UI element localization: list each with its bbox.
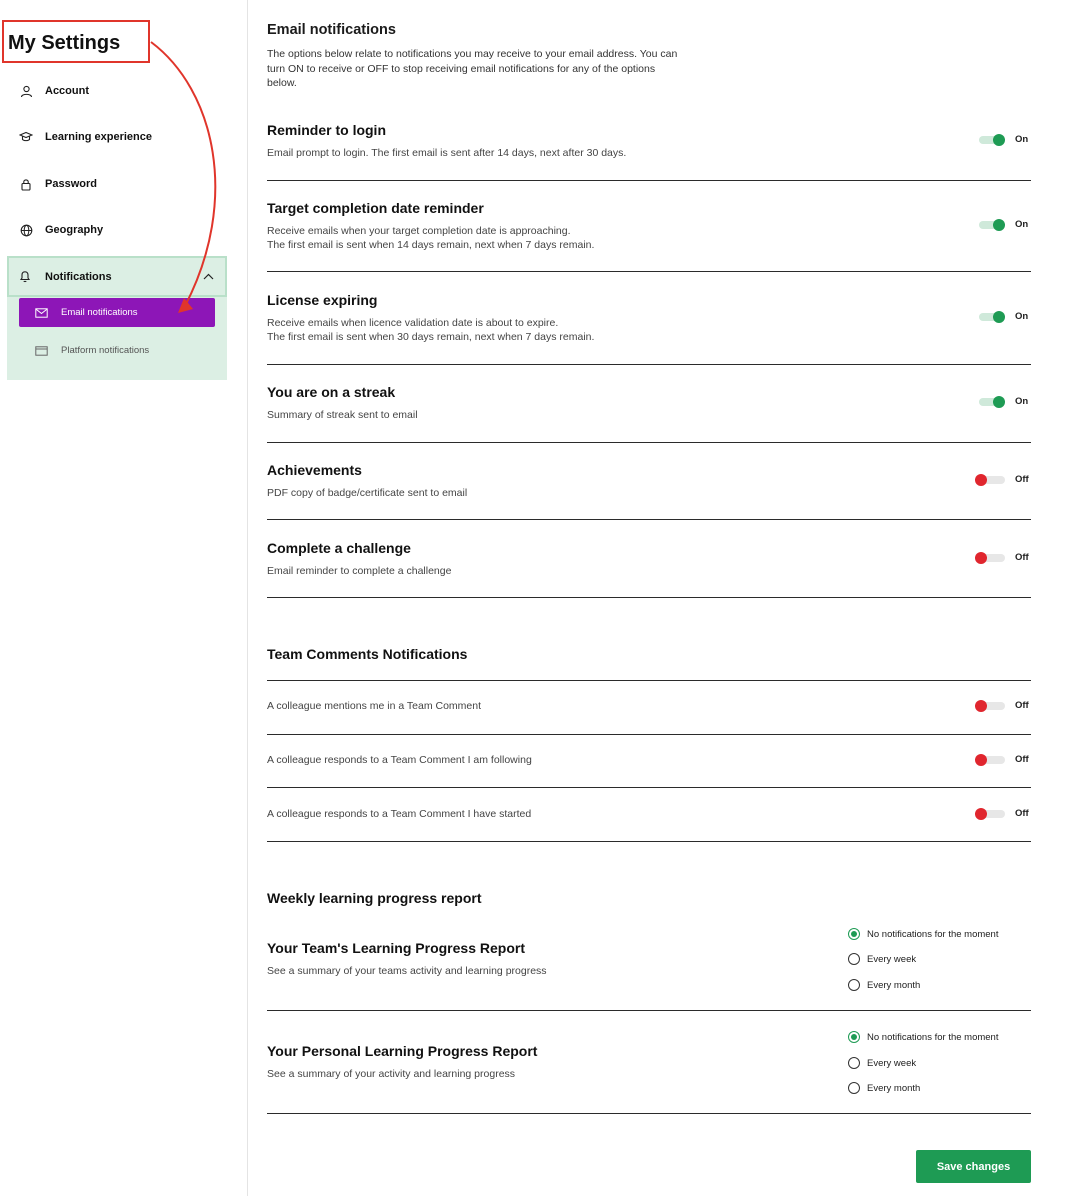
team-row-label: A colleague responds to a Team Comment I am following [267,754,532,766]
divider [267,271,1031,272]
row-description: Email prompt to login. The first email is sent after 14 days, next after 30 days. [267,147,627,159]
toggle-achievements[interactable] [975,473,1031,487]
report-description: See a summary of your teams activity and learning progress [267,965,547,977]
toggle-state: Off [1015,808,1029,819]
sidebar-subitem-label: Email notifications [61,307,138,318]
toggle-knob [993,311,1005,323]
radio-unselected-icon [848,979,860,991]
save-changes-button[interactable]: Save changes [916,1150,1031,1183]
page-title: My Settings [8,32,121,54]
radio-unselected-icon [848,1082,860,1094]
toggle-colleague-mentions-me[interactable] [975,699,1031,713]
sidebar-item-label: Notifications [45,270,112,283]
toggle-reminder-to-login[interactable] [975,133,1031,147]
radio-label: No notifications for the moment [867,1031,999,1043]
user-icon [19,84,33,98]
team-row-label: A colleague mentions me in a Team Comment [267,700,481,712]
section-heading-email-notifications: Email notifications [267,22,396,38]
row-description-line-2: The first email is sent when 30 days remain, next when 7 days remain. [267,331,595,343]
toggle-complete-a-challenge[interactable] [975,551,1031,565]
divider [267,1113,1031,1114]
row-title: Achievements [267,462,362,478]
divider [267,519,1031,520]
row-description: PDF copy of badge/certificate sent to email [267,487,468,499]
sidebar-subitem-email-notifications[interactable] [19,298,215,327]
toggle-state: Off [1015,700,1029,711]
toggle-state: Off [1015,474,1029,485]
divider [267,787,1031,788]
chevron-up-icon[interactable] [203,271,215,283]
radio-label: Every week [867,953,917,965]
divider [267,597,1031,598]
toggle-state: Off [1015,552,1029,563]
radio-label: No notifications for the moment [867,928,999,940]
sidebar-item-label: Account [45,85,89,97]
envelope-icon [35,307,49,319]
radio-selected-icon [848,1031,860,1043]
row-description: Receive emails when licence validation date is about to expire. [267,317,559,329]
row-title: Reminder to login [267,122,386,138]
radio-personal-every-month[interactable] [848,1081,920,1095]
settings-sidebar [0,0,248,1196]
toggle-state: On [1015,134,1029,145]
sidebar-item-label: Learning experience [45,131,152,143]
toggle-knob [993,396,1005,408]
sidebar-item-account[interactable] [7,71,227,111]
sidebar-item-label: Geography [45,224,104,236]
toggle-knob [975,474,987,486]
toggle-colleague-responds-following[interactable] [975,753,1031,767]
toggle-knob [975,700,987,712]
row-description: Summary of streak sent to email [267,409,418,421]
divider [267,680,1031,681]
toggle-state: Off [1015,754,1029,765]
divider [267,364,1031,365]
row-description: Email reminder to complete a challenge [267,565,452,577]
toggle-state: On [1015,219,1029,230]
divider [267,841,1031,842]
toggle-you-are-on-a-streak[interactable] [975,395,1031,409]
radio-team-no-notifications[interactable] [848,927,998,941]
toggle-knob [975,754,987,766]
sidebar-item-label: Password [45,178,97,190]
divider [267,180,1031,181]
sidebar-item-learning-experience[interactable] [7,117,227,157]
report-title: Your Team's Learning Progress Report [267,940,525,956]
radio-personal-no-notifications[interactable] [848,1030,998,1044]
toggle-target-completion-date-reminder[interactable] [975,218,1031,232]
globe-icon [19,223,33,237]
divider [267,1010,1031,1011]
row-title: Target completion date reminder [267,200,484,216]
radio-personal-every-week[interactable] [848,1056,916,1070]
bell-icon [19,270,33,284]
row-title: Complete a challenge [267,540,411,556]
divider [267,442,1031,443]
intro-text: The options below relate to notifications you may receive to your email address. You can turn ON to receive or OFF to stop receiving email notifications for any of the options below. [267,48,678,89]
graduation-cap-icon [19,130,33,144]
row-description-line-2: The first email is sent when 14 days remain, next when 7 days remain. [267,239,595,251]
radio-label: Every month [867,979,921,991]
radio-selected-icon [848,928,860,940]
row-title: You are on a streak [267,384,396,400]
toggle-knob [975,808,987,820]
toggle-state: On [1015,396,1029,407]
toggle-colleague-responds-started[interactable] [975,807,1031,821]
section-heading-weekly-report: Weekly learning progress report [267,890,482,906]
radio-team-every-month[interactable] [848,978,920,992]
section-heading-team-comments: Team Comments Notifications [267,646,468,662]
toggle-knob [975,552,987,564]
radio-label: Every month [867,1082,921,1094]
row-description: Receive emails when your target completion date is approaching. [267,225,571,237]
sidebar-item-geography[interactable] [7,210,227,250]
report-description: See a summary of your activity and learning progress [267,1068,516,1080]
toggle-knob [993,219,1005,231]
browser-window-icon [35,345,49,357]
report-title: Your Personal Learning Progress Report [267,1043,538,1059]
radio-unselected-icon [848,1057,860,1069]
divider [267,734,1031,735]
toggle-knob [993,134,1005,146]
sidebar-item-password[interactable] [7,164,227,204]
sidebar-subitem-platform-notifications[interactable] [19,336,215,365]
my-settings-title-highlight [2,20,150,63]
team-row-label: A colleague responds to a Team Comment I have started [267,808,532,820]
radio-team-every-week[interactable] [848,952,916,966]
sidebar-subitem-label: Platform notifications [61,345,150,356]
radio-unselected-icon [848,953,860,965]
toggle-state: On [1015,311,1029,322]
sidebar-item-notifications[interactable] [7,256,227,297]
radio-label: Every week [867,1057,917,1069]
row-title: License expiring [267,292,378,308]
notifications-group [7,256,227,380]
toggle-license-expiring[interactable] [975,310,1031,324]
lock-icon [19,177,33,191]
